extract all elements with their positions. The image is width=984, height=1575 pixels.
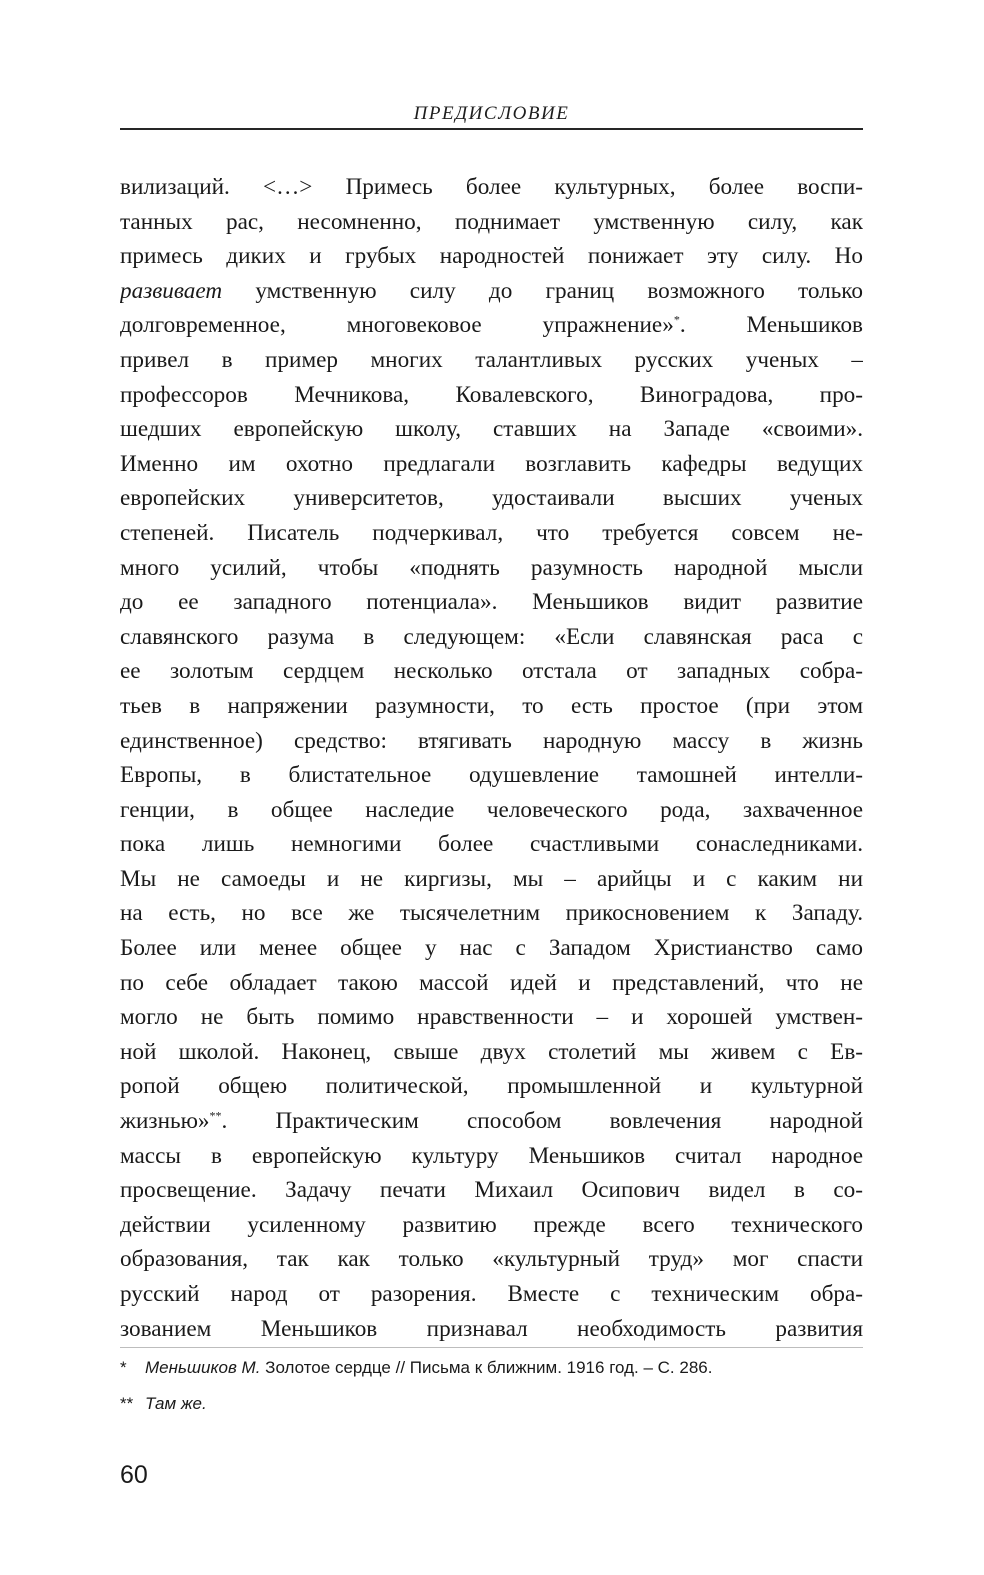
footnote-author: Там же. [145, 1394, 207, 1413]
text-line: Именно им охотно предлагали возглавить кафедры ведущих [120, 450, 863, 477]
text-line: ее золотым сердцем несколько отстала от западных собра- [120, 658, 863, 685]
footnote-1 [120, 1357, 863, 1379]
footnote-2 [120, 1393, 863, 1415]
text-run: долговременное, многовековое упражнение» [120, 312, 674, 339]
text-line: примесь диких и грубых народностей понижает эту силу. Но [120, 243, 863, 270]
text-line: зованием Меньшиков признавал необходимость развития [120, 1315, 863, 1342]
text-line: единственное) средство: втягивать народную массу в жизнь [120, 727, 863, 754]
text-line: шедших европейскую школу, ставших на Западе «своими». [120, 416, 863, 443]
footnote-text: Золотое сердце // Письма к ближним. 1916 год. – С. 286. [260, 1358, 713, 1377]
footnote-ref-2[interactable]: ** [209, 1108, 222, 1123]
text-line: европейских университетов, удостаивали высших ученых [120, 485, 863, 512]
text-line: действии усиленному развитию прежде всего технического [120, 1211, 863, 1238]
text-line: степеней. Писатель подчеркивал, что требуется совсем не- [120, 519, 863, 546]
text-line: генции, в общее наследие человеческого рода, захваченное [120, 796, 863, 823]
text-line: танных рас, несомненно, поднимает умственную силу, как [120, 208, 863, 235]
text-line: до ее западного потенциала». Меньшиков видит развитие [120, 589, 863, 616]
text-line: пока лишь немногими более счастливыми сонаследниками. [120, 831, 863, 858]
running-head: ПРЕДИСЛОВИЕ [413, 103, 570, 124]
text-line: профессоров Мечникова, Ковалевского, Виноградова, про- [120, 381, 863, 408]
text-line: Европы, в блистательное одушевление тамошней интелли- [120, 762, 863, 789]
footnote-ref-1[interactable]: * [673, 312, 680, 327]
text-line [120, 308, 863, 343]
text-line: привел в пример многих талантливых русских ученых – [120, 346, 863, 373]
header-rule [120, 128, 863, 130]
text-line [120, 274, 863, 309]
footnote-author: Меньшиков М. [145, 1358, 261, 1377]
text-line: по себе обладает такою массой идей и представлений, что не [120, 969, 863, 996]
text-line: русский народ от разорения. Вместе с техническим обра- [120, 1281, 863, 1307]
text-run: умственную силу до границ возможного только [222, 277, 863, 304]
text-line: на есть, но все же тысячелетним прикосновением к Западу. [120, 900, 863, 927]
text-run: . Меньшиков [679, 312, 863, 339]
text-line: много усилий, чтобы «поднять разумность народной мысли [120, 554, 863, 581]
page-number: 60 [120, 1461, 148, 1489]
text-line: ной школой. Наконец, свыше двух столетий мы живем с Ев- [120, 1038, 863, 1065]
text-line: Более или менее общее у нас с Западом Христианство само [120, 935, 863, 962]
text-line: славянского разума в следующем: «Если славянская раса с [120, 623, 863, 650]
footnote-mark: * [120, 1358, 127, 1377]
text-line: образования, так как только «культурный труд» мог спасти [120, 1246, 863, 1273]
footnote-rule [120, 1347, 863, 1348]
text-line: ропой общею политической, промышленной и культурной [120, 1073, 863, 1100]
emphasis: развивает [120, 277, 223, 304]
text-run: жизнью» [120, 1108, 210, 1135]
text-line: могло не быть помимо нравственности – и хорошей умствен- [120, 1004, 863, 1031]
body-text [120, 170, 863, 1346]
text-line: вилизаций. <…> Примесь более культурных, более воспи- [120, 174, 863, 200]
text-line: массы в европейскую культуру Меньшиков считал народное [120, 1142, 863, 1169]
text-line: тьев в напряжении разумности, то есть простое (при этом [120, 692, 863, 719]
footnote-mark: ** [120, 1394, 134, 1413]
text-line [120, 1104, 863, 1139]
text-line: Мы не самоеды и не киргизы, мы – арийцы и с каким ни [120, 865, 863, 892]
text-run: . Практическим способом вовлечения народной [221, 1108, 863, 1135]
text-line: просвещение. Задачу печати Михаил Осипович видел в со- [120, 1177, 863, 1204]
